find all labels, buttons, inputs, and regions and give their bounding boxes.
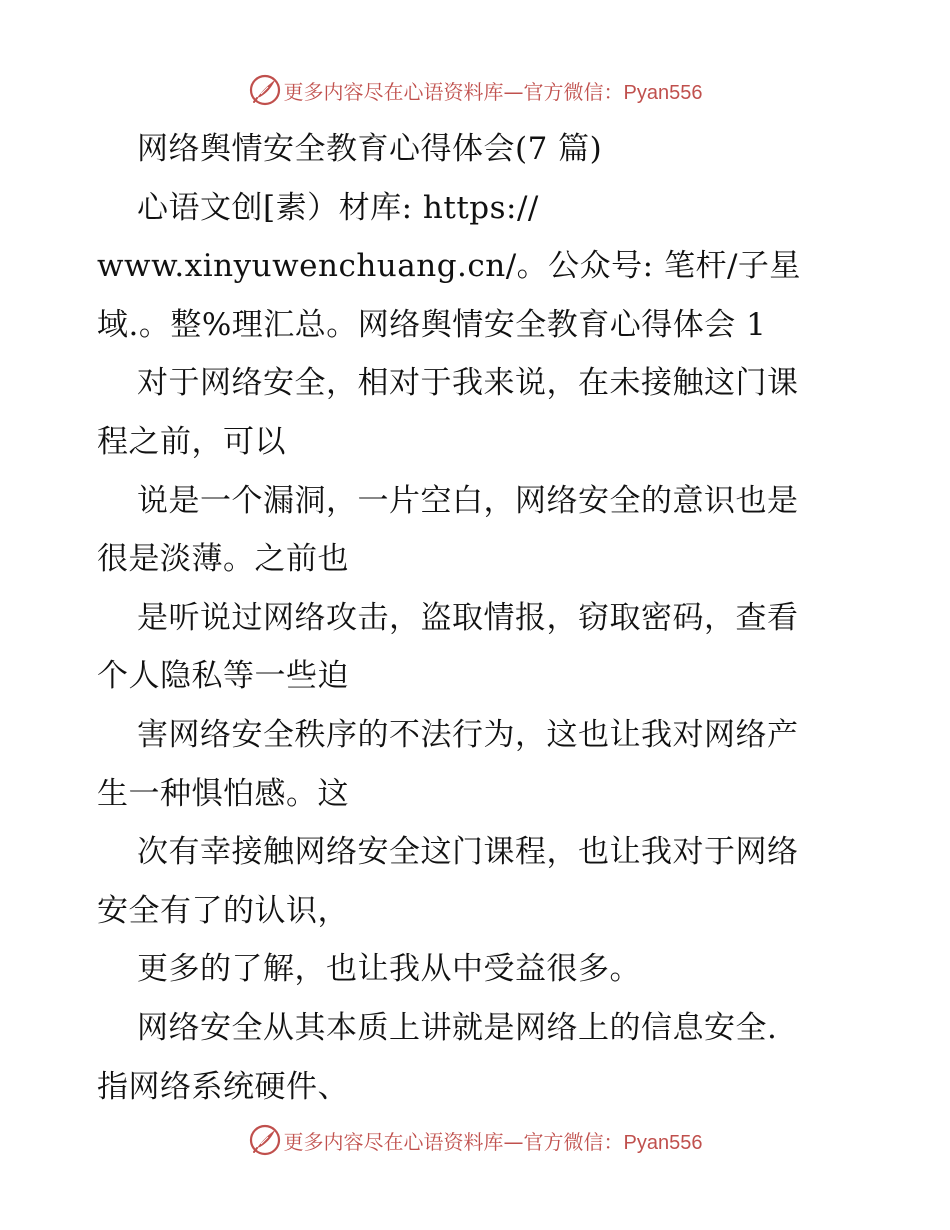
- document-title: 网络舆情安全教育心得体会(7 篇): [137, 131, 603, 167]
- footer-banner-text: [284, 1126, 703, 1155]
- source-url-line: www.xinyuwenchuang.cn/。公众号: 笔杆/子星: [97, 248, 801, 285]
- paragraph-line: 对于网络安全，相对于我来说，在未接触这门课: [137, 365, 799, 402]
- document-body: [97, 120, 857, 1116]
- footer-banner-wechat: Pyan556: [623, 1131, 703, 1154]
- header-banner-wechat: Pyan556: [623, 81, 703, 104]
- feather-pen-logo-icon: [248, 73, 282, 107]
- header-banner-main: 更多内容尽在心语资料库: [283, 79, 504, 104]
- paragraph-line: 安全有了的认识，: [97, 892, 349, 929]
- header-banner-text: [284, 76, 703, 105]
- paragraph-line: 很是淡薄。之前也: [97, 541, 349, 578]
- paragraph-line: 害网络安全秩序的不法行为，这也让我对网络产: [137, 716, 799, 753]
- paragraph-line: 指网络系统硬件、: [97, 1068, 349, 1105]
- footer-banner-main: 更多内容尽在心语资料库: [283, 1129, 504, 1154]
- paragraph-line: 是听说过网络攻击，盗取情报，窃取密码，查看: [137, 599, 799, 636]
- paragraph-line: 生一种惧怕感。这: [97, 775, 349, 812]
- paragraph-line: 更多的了解，也让我从中受益很多。: [137, 951, 641, 988]
- footer-banner-dash: —: [503, 1129, 524, 1154]
- footer-banner-official: 官方微信：: [523, 1129, 624, 1154]
- paragraph-line: 说是一个漏洞，一片空白，网络安全的意识也是: [137, 482, 799, 519]
- section-heading-line: 域.。整%理汇总。网络舆情安全教育心得体会 1: [97, 306, 767, 343]
- paragraph-line: 程之前，可以: [97, 423, 286, 460]
- feather-pen-logo-icon: [248, 1123, 282, 1157]
- source-line: 心语文创[素）材库: https://: [137, 189, 539, 226]
- paragraph-line: 个人隐私等一些迫: [97, 658, 349, 695]
- paragraph-line: 次有幸接触网络安全这门课程，也让我对于网络: [137, 834, 799, 871]
- paragraph-line: 网络安全从其本质上讲就是网络上的信息安全.: [137, 1009, 778, 1046]
- header-banner: [0, 70, 950, 110]
- header-banner-official: 官方微信：: [523, 79, 624, 104]
- footer-banner: [0, 1120, 950, 1160]
- header-banner-dash: —: [503, 79, 524, 104]
